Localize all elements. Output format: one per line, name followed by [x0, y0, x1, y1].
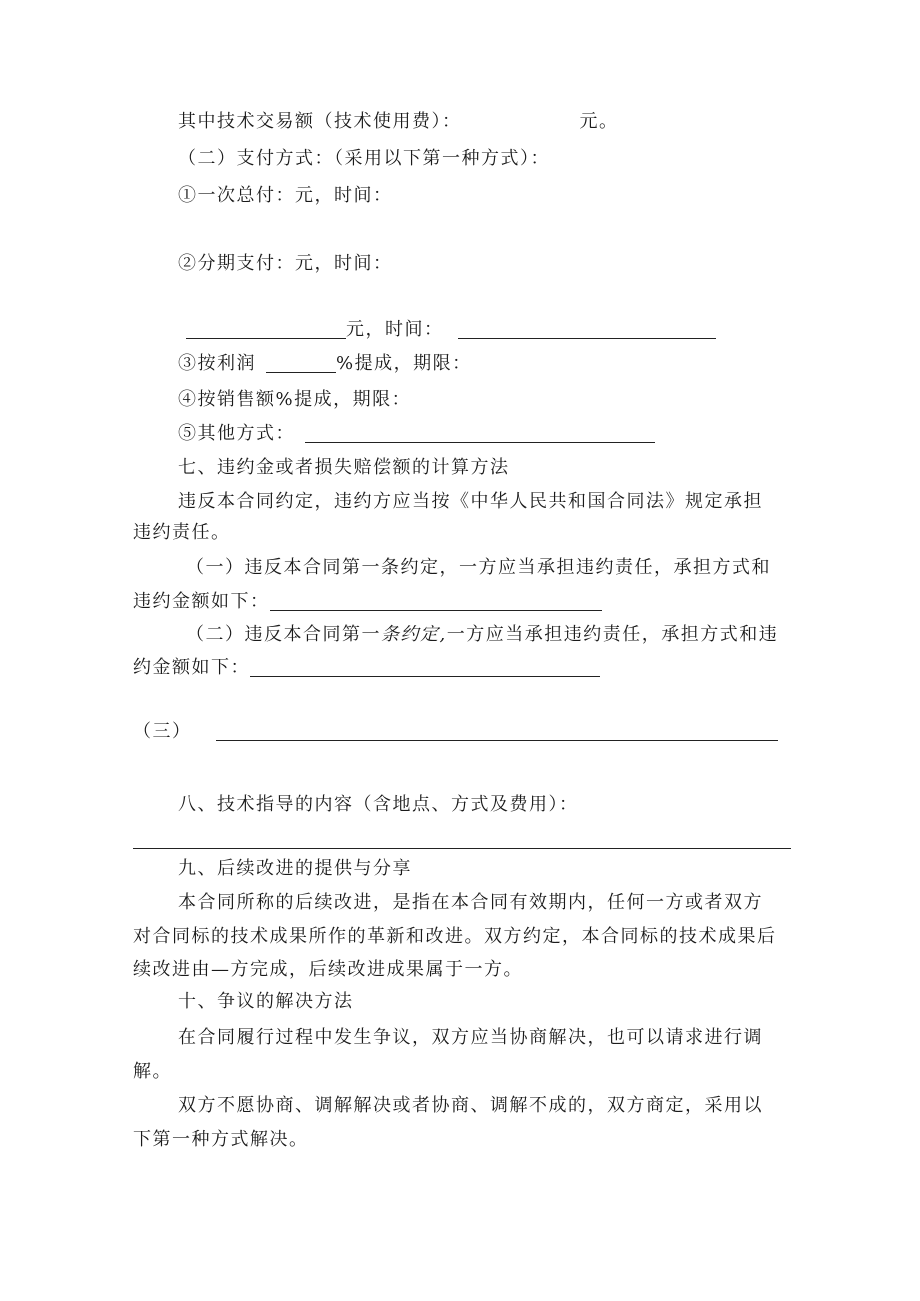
heading-section-10: 十、争议的解决方法: [178, 991, 354, 1012]
clause-text-italic: 条约定,: [381, 624, 447, 645]
line-sales-percentage: ④按销售额%提成，期限：: [178, 389, 412, 410]
paragraph-line: 双方不愿协商、调解解决或者协商、调解不成的，双方商定，采用以: [178, 1095, 763, 1116]
unit-yuan: 元。: [579, 111, 619, 132]
line-other-method: [178, 422, 655, 446]
fill-in-rule[interactable]: [133, 848, 791, 849]
item-3-label: （三）: [133, 721, 192, 742]
heading-section-7: 七、违约金或者损失赔偿额的计算方法: [178, 457, 510, 478]
penalty-amount-blank[interactable]: [250, 658, 600, 677]
paragraph-line: 违约责任。: [133, 522, 231, 543]
paragraph-line: 续改进由—方完成，后续改进成果属于一方。: [133, 959, 523, 980]
amount-blank[interactable]: [186, 320, 346, 339]
tech-fee-label: 其中技术交易额（技术使用费）：: [178, 111, 462, 132]
profit-label: ③按利润: [178, 353, 256, 374]
paragraph-line: 本合同所称的后续改进，是指在本合同有效期内，任何一方或者双方: [178, 892, 763, 913]
heading-section-8: 八、技术指导的内容（含地点、方式及费用）：: [178, 794, 579, 815]
clause-text: 一方应当承担违约责任，承担方式和违: [446, 624, 779, 645]
line-installment-payment: ②分期支付：元，时间：: [178, 253, 393, 274]
time-blank[interactable]: [458, 320, 716, 339]
line-lump-sum-payment: ①一次总付：元，时间：: [178, 185, 393, 206]
heading-section-9: 九、后续改进的提供与分享: [178, 858, 412, 879]
line-payment-method: （二）支付方式：（采用以下第一种方式）：: [178, 148, 550, 169]
item-3-blank[interactable]: [216, 722, 778, 741]
penalty-amount-label: 约金额如下：: [133, 657, 250, 678]
line-technology-transaction-amount: [178, 110, 619, 134]
paragraph-line: 下第一种方式解决。: [133, 1129, 309, 1150]
profit-percent-label: %提成，期限：: [336, 353, 472, 374]
other-method-label: ⑤其他方式：: [178, 423, 295, 444]
line-item-3: [133, 720, 778, 744]
line-profit-percentage: [178, 352, 472, 376]
paragraph-line: [133, 590, 602, 614]
installment-time-label: 元，时间：: [346, 319, 444, 340]
paragraph-line: （一）违反本合同第一条约定，一方应当承担违约责任，承担方式和: [186, 557, 771, 578]
paragraph-line: 违反本合同约定，违约方应当按《中华人民共和国合同法》规定承担: [178, 491, 763, 512]
clause-text: （二）违反本合同第一: [186, 624, 381, 645]
paragraph-line: [133, 656, 600, 680]
paragraph-line: 对合同标的技术成果所作的革新和改进。双方约定，本合同标的技术成果后: [133, 926, 777, 947]
penalty-amount-blank[interactable]: [270, 592, 602, 611]
penalty-amount-label: 违约金额如下：: [133, 591, 270, 612]
paragraph-line: [186, 623, 778, 647]
line-installment-detail: [186, 318, 716, 342]
paragraph-line: 解。: [133, 1061, 172, 1082]
percentage-blank[interactable]: [266, 354, 336, 373]
other-method-blank[interactable]: [305, 424, 655, 443]
paragraph-line: 在合同履行过程中发生争议，双方应当协商解决，也可以请求进行调: [178, 1027, 763, 1048]
